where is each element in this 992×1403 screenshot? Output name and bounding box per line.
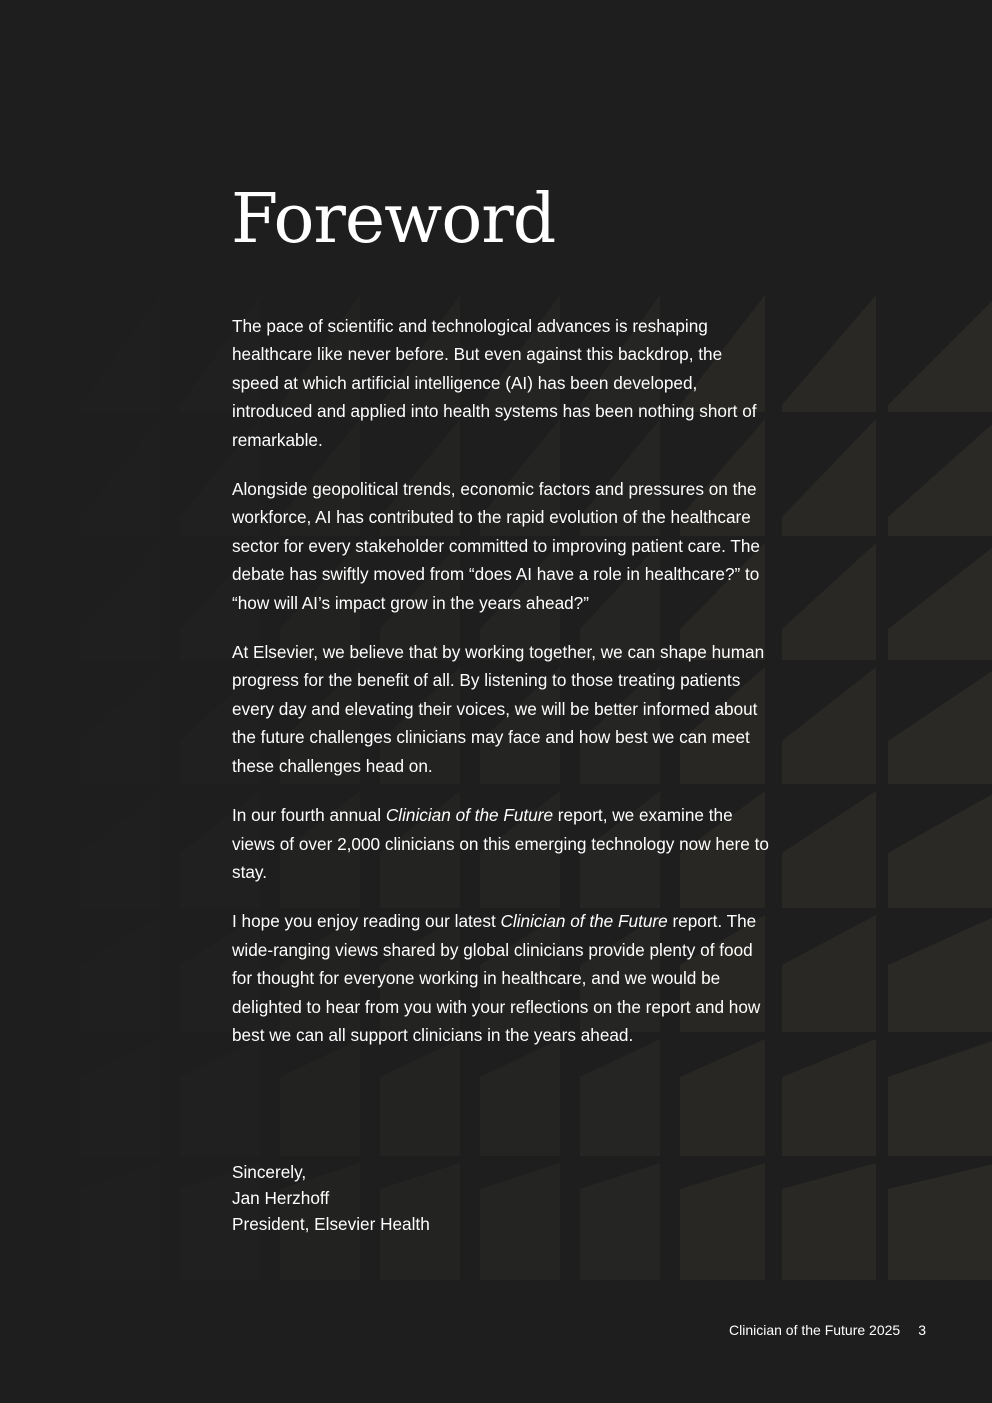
background-wedge	[80, 295, 160, 412]
background-wedge	[80, 543, 160, 660]
background-wedge	[782, 295, 876, 412]
report-title-italic: Clinician of the Future	[500, 911, 668, 932]
background-wedge	[782, 1039, 876, 1156]
background-wedge	[888, 667, 992, 784]
footer-report-name: Clinician of the Future 2025	[728, 1322, 901, 1338]
background-wedge	[888, 419, 992, 536]
signoff-role: President, Elsevier Health	[232, 1214, 430, 1234]
background-wedge	[782, 419, 876, 536]
background-wedge	[888, 791, 992, 908]
background-wedge	[888, 915, 992, 1032]
signoff-name: Jan Herzhoff	[232, 1188, 330, 1208]
paragraph-5	[232, 907, 772, 1049]
background-wedge	[782, 543, 876, 660]
background-wedge	[888, 1163, 992, 1280]
paragraph-4-lead: In our fourth annual	[232, 805, 386, 826]
background-wedge	[80, 667, 160, 784]
background-wedge	[680, 1163, 765, 1280]
background-wedge	[580, 1163, 660, 1280]
foreword-body	[232, 312, 772, 1070]
paragraph-2: Alongside geopolitical trends, economic factors and pressures on the workforce, AI has contributed to the rapid evolution of the healthcare sector for every stakeholder committed to improving patient care. The debate has swiftly moved from “does AI have a role in healthcare?” to “how will AI’s impact grow in the years ahead?”	[232, 479, 760, 613]
background-wedge	[888, 543, 992, 660]
page-number: 3	[918, 1322, 926, 1338]
page-footer	[729, 1321, 926, 1339]
background-wedge	[80, 915, 160, 1032]
signoff-block	[232, 1159, 430, 1237]
page-title: Foreword	[231, 180, 556, 259]
paragraph-4	[232, 801, 772, 886]
background-wedge	[888, 1039, 992, 1156]
report-title-italic: Clinician of the Future	[385, 805, 554, 826]
background-wedge	[480, 1163, 560, 1280]
background-wedge	[782, 791, 876, 908]
background-wedge	[80, 791, 160, 908]
paragraph-5-rest: report. The wide-ranging views shared by global clinicians provide plenty of food for thought for everyone working in healthcare, and we would be delighted to hear from you with your reflections on the report and how best we can all support clinicians in the years ahead.	[232, 911, 761, 1045]
paragraph-1: The pace of scientific and technological advances is reshaping healthcare like never before. But even against this backdrop, the speed at which artificial intelligence (AI) has been developed, introduced and applied into health systems has been nothing short of remarkable.	[232, 316, 757, 450]
background-wedge	[80, 419, 160, 536]
paragraph-3: At Elsevier, we believe that by working together, we can shape human progress for the benefit of all. By listening to those treating patients every day and elevating their voices, we will be better informed about the future challenges clinicians may face and how best we can meet these challenges head on.	[232, 642, 765, 776]
background-wedge	[80, 1039, 160, 1156]
paragraph-4-rest: report, we examine the views of over 2,000 clinicians on this emerging technology now here to stay.	[232, 805, 769, 882]
background-wedge	[782, 667, 876, 784]
background-wedge	[80, 1163, 160, 1280]
paragraph-5-lead: I hope you enjoy reading our latest	[232, 911, 501, 932]
background-wedge	[782, 915, 876, 1032]
background-wedge	[888, 295, 992, 412]
background-wedge	[782, 1163, 876, 1280]
signoff-closing: Sincerely,	[232, 1162, 307, 1182]
